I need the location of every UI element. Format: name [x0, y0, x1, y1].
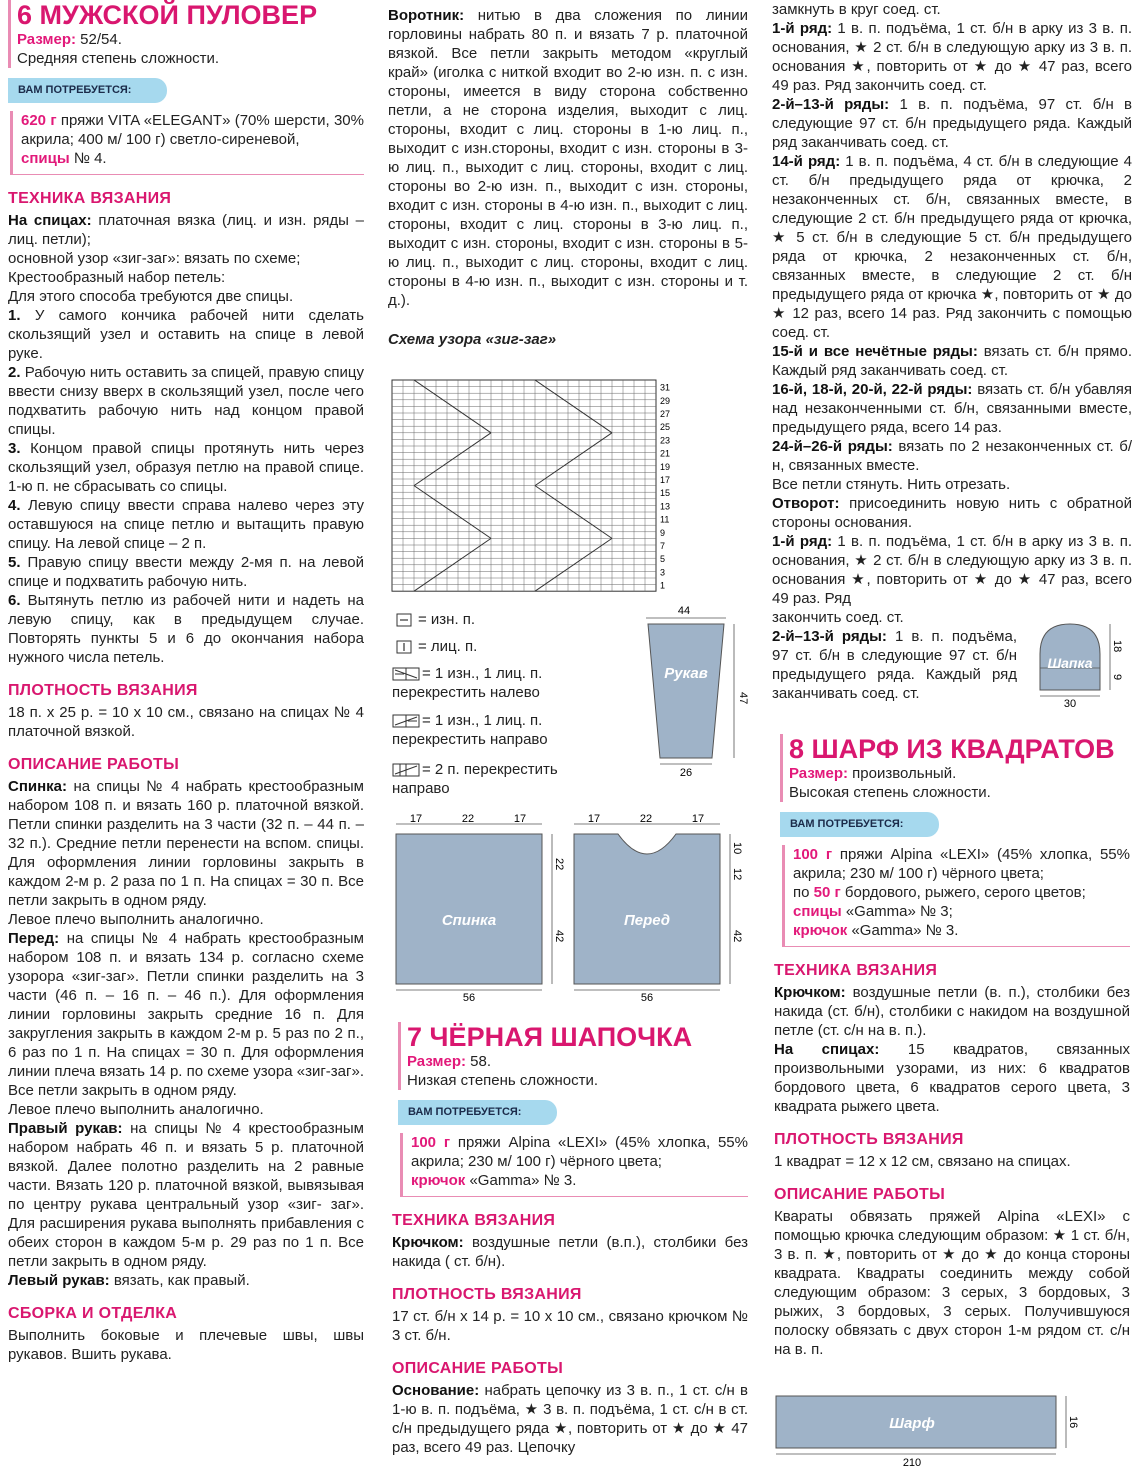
row-number-label: 23	[660, 435, 671, 446]
column-sweater	[8, 0, 364, 1364]
technique-text: Крючком: воздушные петли (в. п.), столбики без накида (ст. б/н), столбики с накидом на воздушной петле (ст. с/н на в. п.). На спицах: 15 квадратов, связанных произвольными узорами, из них: 6 квадратов бордового цвета, 6 квадратов серого цвета, 3 квадрата рыжего цвета.	[774, 984, 1130, 1115]
legend-item: = 1 изн., 1 лиц. п. перекрестить направо	[392, 712, 548, 748]
svg-text:42: 42	[553, 930, 565, 943]
section-heading-density: ПЛОТНОСТЬ ВЯЗАНИЯ	[774, 1131, 964, 1148]
section-heading-assembly: СБОРКА И ОТДЕЛКА	[8, 1305, 178, 1322]
row-number-label: 25	[660, 422, 671, 433]
hat-label: Шапка	[1047, 655, 1093, 671]
column-right	[772, 0, 1132, 703]
hat-title: 7 ЧЁРНАЯ ШАПОЧКА	[407, 1022, 693, 1052]
svg-text:17: 17	[587, 813, 601, 825]
paragraph: 1. У самого кончика рабочей нити сделать скользящий узел и оставить на спице в левой руке.	[8, 307, 364, 362]
paragraph: Крестообразный набор петель:	[8, 269, 226, 286]
scarf-difficulty: Высокая степень сложности.	[789, 784, 991, 801]
materials-banner: ВАМ ПОТРЕБУЕТСЯ:	[780, 812, 939, 837]
svg-text:22: 22	[639, 813, 653, 825]
row-number-label: 19	[660, 461, 671, 472]
paragraph: Правый рукав: на спицы № 4 крестообразным набором набрать 46 п. и вязать 5 р. платочной вязкой. Далее полотно разделить на 2 равные части. Вязать 120 р. платочной вязкой, вывязывая по центру рукава центральный узор «зиг- заг». Для расширения рукава выполнять прибавления с обеих сторон в каждом 5-м р. 29 раз по 1 п. Все петли закрыть в одном ряду.	[8, 1120, 364, 1270]
hat-pattern	[1030, 618, 1140, 710]
collar-text: Воротник: нитью в два сложения по линии горловины набрать 80 п. и вязать 7 р. платочной вязкой. Все петли закрыть методом «круглый край» (иголка с ниткой входит во 2-ю изн. п. с изн. стороны, имеется в виду сторона собственно петли, а не сторона изделия, выходит с лиц. стороны, входит с лиц. стороны в 1-ю лиц. п., выходит с изн.стороны, входит с изн. стороны в 3-ю лиц. п., выходит с лиц. стороны, входит с лиц. стороны во 2-ю изн. п., выходит с изн. стороны, входит с изн. стороны в 4-ю изн. п., выходит с лиц. стороны, входит с лиц. стороны в 3-ю лиц. п., выходит с изн. стороны, входит с изн. стороны в 5-ю лиц. п., выходит с лиц. стороны, входит с лиц. стороны в 4-ю изн. п., выходит с изн. стороны и т. д.).	[388, 7, 748, 309]
svg-text:18: 18	[1111, 640, 1123, 653]
sweater-difficulty: Средняя степень сложности.	[17, 50, 220, 67]
svg-text:17: 17	[513, 813, 527, 825]
cross-two-symbol-icon	[392, 763, 420, 777]
sweater-header	[8, 0, 364, 68]
hat-materials: 100 г пряжи Alpina «LEXI» (45% хлопка, 55% акрила; 230 м/ 100 г) чёрного цвета; крючок «Gamma» № 3.	[400, 1133, 748, 1197]
scarf-materials: 100 г пряжи Alpina «LEXI» (45% хлопка, 55% акрила; 230 м/ 100 г) чёрного цвета; по 50 г бордового, рыжего, серого цветов; спицы «Gamma» № 3; крючок «Gamma» № 3.	[782, 845, 1130, 947]
row-number-label: 1	[660, 580, 666, 591]
sleeve-label: Рукав	[664, 665, 708, 682]
svg-text:210: 210	[902, 1457, 922, 1469]
paragraph: 6. Вытянуть петлю из рабочей нити и надеть на левую спицу, как в предыдущем случае. Повторять пункты 5 и 6 до окончания набора нужного числа петель.	[8, 592, 364, 666]
section-heading-density: ПЛОТНОСТЬ ВЯЗАНИЯ	[392, 1286, 582, 1303]
section-heading-density: ПЛОТНОСТЬ ВЯЗАНИЯ	[8, 682, 198, 699]
technique-text: Крючком: воздушные петли (в.п.), столбики без накида ( ст. б/н).	[392, 1234, 748, 1270]
svg-text:12: 12	[731, 868, 743, 881]
row-numbers	[660, 383, 670, 591]
svg-text:22: 22	[461, 813, 475, 825]
svg-text:30: 30	[1063, 698, 1077, 710]
row-number-label: 9	[660, 527, 666, 538]
legend-item: = лиц. п.	[396, 637, 477, 656]
svg-text:10: 10	[731, 842, 743, 855]
density-text: 17 ст. б/н x 14 р. = 10 x 10 см., связано крючком № 3 ст. б/н.	[392, 1308, 748, 1344]
svg-text:56: 56	[462, 992, 476, 1002]
front-label: Перед	[623, 912, 671, 929]
work-text	[8, 777, 364, 1290]
row-number-label: 11	[660, 514, 670, 525]
svg-text:9: 9	[1111, 674, 1123, 681]
scarf-label: Шарф	[889, 1415, 935, 1432]
row-number-label: 7	[660, 540, 666, 551]
paragraph: Для этого способа требуются две спицы.	[8, 288, 294, 305]
back-label: Спинка	[441, 912, 497, 929]
work-text: Основание: набрать цепочку из 3 в. п., 1 ст. с/н в 1-ю в. п. подъёма, ★ 3 в. п. подъёма, 1 ст. с/н в ст. с/н предыдущего ряда ★, повторить от ★ до ★ 47 раз, всего 49 раз. Цепочку	[392, 1382, 748, 1456]
work-text: Квараты обвязать пряжей Alpina «LEXI» с помощью крючка следующим образом: ★ 1 ст. б/н, 3 в. п. ★, повторить от ★ до ★ до конца стороны квадрата. Квадраты соединить между собой следующим образом: 3 серых, 3 бордовых, 3 рыжих, 3 бордовых, 3 серых. Получившуюся полоску обвязать с двух сторон 1-м рядом ст. с/н на в. п.	[774, 1208, 1130, 1358]
paragraph: Спинка: на спицы № 4 набрать крестообразным набором 108 п. и вязать 160 р. платочной вязкой. Петли спинки разделить на 3 части (32 п. – 44 п. – 32 п.). Средние петли перенести на вспом. спицы. Для оформления линии горловины закрыть в каждом 2-м р. 2 раза по 1 п. На спицах = 30 п. Все петли закрыть в одном ряду.	[8, 778, 364, 909]
paragraph: 4. Левую спицу ввести справа налево через эту оставшуюся на спице петлю и вытащить правую спицу. На левой спице – 2 п.	[8, 497, 364, 552]
row-number-label: 13	[660, 501, 671, 512]
zigzag-scheme-chart	[390, 378, 690, 596]
sleeve-pattern	[640, 600, 750, 782]
row-number-label: 5	[660, 554, 666, 565]
row-number-label: 27	[660, 408, 671, 419]
legend-item: = 1 изн., 1 лиц. п. перекрестить налево	[392, 665, 543, 701]
technique-text	[8, 211, 364, 667]
sleeve-top-dim: 44	[677, 605, 691, 617]
purl-symbol-icon	[396, 613, 412, 627]
section-heading-technique: ТЕХНИКА ВЯЗАНИЯ	[392, 1212, 556, 1229]
row-number-label: 29	[660, 395, 671, 406]
scarf-header	[780, 734, 1130, 802]
density-text: 1 квадрат = 12 x 12 см, связано на спицах.	[774, 1153, 1071, 1170]
sweater-title: 6 МУЖСКОЙ ПУЛОВЕР	[17, 0, 318, 30]
legend-item: = изн. п.	[396, 610, 475, 629]
paragraph: На спицах: платочная вязка (лиц. и изн. ряды – лиц. петли);	[8, 212, 364, 248]
row-number-label: 21	[660, 448, 671, 459]
sweater-materials: 620 г пряжи VITA «ELEGANT» (70% шерсти, 30% акрила; 400 м/ 100 г) светло-сиреневой, спицы № 4.	[10, 111, 364, 175]
cross-right-symbol-icon	[392, 714, 420, 728]
cross-left-symbol-icon	[392, 667, 420, 681]
front-pattern	[570, 812, 750, 1002]
sleeve-shape	[648, 624, 724, 758]
svg-text:56: 56	[640, 992, 654, 1002]
scheme-title: Схема узора «зиг-заг»	[388, 331, 557, 348]
section-heading-work: ОПИСАНИЕ РАБОТЫ	[392, 1360, 564, 1377]
row-number-label: 17	[660, 474, 671, 485]
hat-size: Размер: 58.	[407, 1053, 492, 1070]
svg-text:17: 17	[409, 813, 423, 825]
hat-continued-text: замкнуть в круг соед. ст. 1-й ряд: 1 в. п. подъёма, 1 ст. б/н в арку из 3 в. п. основания, ★ 2 ст. б/н в следующую арку из 3 в. п. основания ★, повторить от ★ до ★ 47 раз, всего 49 раз. Ряд закончить соед. ст. 2-й–13-й ряды: 1 в. п. подъёма, 97 ст. б/н в следующие 97 ст. б/н предыдущего ряда. Каждый ряд заканчивать соед. ст. 14-й ряд: 1 в. п. подъёма, 4 ст. б/н в следующие 4 ст. б/н предыдущего ряда от крючка, 2 незаконченных ст. б/н, связанных вместе, в следующие 2 ст. б/н предыдущего ряда от крючка, ★ 5 ст. б/н в следующие 5 ст. б/н предыдущего ряда от крючка, 2 незаконченных ст. б/н, связанных вместе, в следующие 2 ст. б/н предыдущего ряда от крючка ★, повторить от ★ до ★ 12 раз, всего 14 раз. Ряд закончить с помощью соед. ст. 15-й и все нечётные ряды: вязать ст. б/н прямо. Каждый ряд заканчивать соед. ст. 16-й, 18-й, 20-й, 22-й ряды: вязать ст. б/н убавляя над незаконченными ст. б/н, связанными вместе, предыдущего ряда, всего 14 раз. 24-й–26-й ряды: вязать по 2 незаконченных ст. б/н, связанных вместе. Все петли стянуть. Нить отрезать. Отворот: присоединить новую нить с обратной стороны основания. 1-й ряд: 1 в. п. подъёма, 1 ст. б/н в арку из 3 в. п. основания, ★ 2 ст. б/н в следующую арку из 3 в. п. основания ★, повторить от ★ до ★ 47 раз, всего 49 раз. Ряд	[772, 1, 1133, 607]
density-text: 18 п. x 25 р. = 10 x 10 см., связано на спицах № 4 платочной вязкой.	[8, 704, 364, 740]
knit-symbol-icon	[396, 640, 412, 654]
materials-banner: ВАМ ПОТРЕБУЕТСЯ:	[8, 78, 167, 103]
section-heading-work: ОПИСАНИЕ РАБОТЫ	[8, 756, 180, 773]
svg-text:17: 17	[691, 813, 705, 825]
paragraph: 5. Правую спицу ввести между 2-мя п. на левой спице и подхватить рабочую нить.	[8, 554, 364, 590]
sweater-size: Размер: 52/54.	[17, 31, 122, 48]
hat-section	[392, 1022, 748, 1457]
hat-header	[398, 1022, 748, 1090]
section-heading-technique: ТЕХНИКА ВЯЗАНИЯ	[8, 190, 172, 207]
zigzag-grid	[392, 380, 656, 591]
scarf-size: Размер: произвольный.	[789, 765, 957, 782]
scarf-pattern	[770, 1390, 1142, 1470]
materials-banner: ВАМ ПОТРЕБУЕТСЯ:	[398, 1100, 557, 1125]
scarf-section	[774, 734, 1130, 1359]
paragraph: Левое плечо выполнить аналогично.	[8, 1101, 264, 1118]
paragraph: 3. Концом правой спицы протянуть нить через скользящий узел, образуя петлю на правой спице. 1-ю п. не сбрасывать со спицы.	[8, 440, 364, 495]
back-pattern	[392, 812, 572, 1002]
section-heading-technique: ТЕХНИКА ВЯЗАНИЯ	[774, 962, 938, 979]
svg-text:22: 22	[553, 858, 565, 871]
hat-continued-tail: закончить соед. ст. 2-й–13-й ряды: 1 в. п. подъёма, 97 ст. б/н в следующие 97 ст. б/н предыдущего ряда. Каждый ряд заканчивать соед. ст.	[772, 609, 1017, 702]
paragraph: Левое плечо выполнить аналогично.	[8, 911, 264, 928]
paragraph: Левый рукав: вязать, как правый.	[8, 1272, 250, 1289]
sleeve-bottom-dim: 26	[679, 767, 693, 779]
row-number-label: 15	[660, 488, 671, 499]
section-heading-work: ОПИСАНИЕ РАБОТЫ	[774, 1186, 946, 1203]
paragraph: основной узор «зиг-заг»: вязать по схеме;	[8, 250, 301, 267]
paragraph: Перед: на спицы № 4 набрать крестообразным набором 108 п. и вязать 134 р. согласно схеме узорора «зиг-заг». Петли спинки разделить на 3 части (46 п. – 16 п. – 46 п.). Для оформления линии горловины закрыть средние 16 п. Для закругления закрыть в каждом 2-м р. 5 раз по 2 п., 6 раз по 1 п. На спицах = 30 п. Для оформления линии плеча вязать 14 р. по схеме узора «зиг-заг». Все петли закрыть в одном ряду.	[8, 930, 364, 1099]
back-shape	[396, 834, 542, 984]
paragraph: 2. Рабочую нить оставить за спицей, правую спицу ввести снизу вверх в скользящий узел, после чего подхватить рабочую нить над концом правой спицы.	[8, 364, 364, 438]
scarf-title: 8 ШАРФ ИЗ КВАДРАТОВ	[789, 734, 1115, 764]
column-middle	[388, 6, 748, 349]
svg-text:42: 42	[731, 930, 743, 943]
svg-text:16: 16	[1067, 1416, 1079, 1429]
front-shape	[574, 834, 720, 984]
row-number-label: 3	[660, 567, 666, 578]
assembly-text: Выполнить боковые и плечевые швы, швы рукавов. Вшить рукава.	[8, 1327, 364, 1363]
row-number-label: 31	[660, 382, 671, 393]
hat-difficulty: Низкая степень сложности.	[407, 1072, 599, 1089]
sleeve-height-dim: 47	[737, 692, 749, 705]
legend-item: = 2 п. перекрестить направо	[392, 761, 558, 797]
